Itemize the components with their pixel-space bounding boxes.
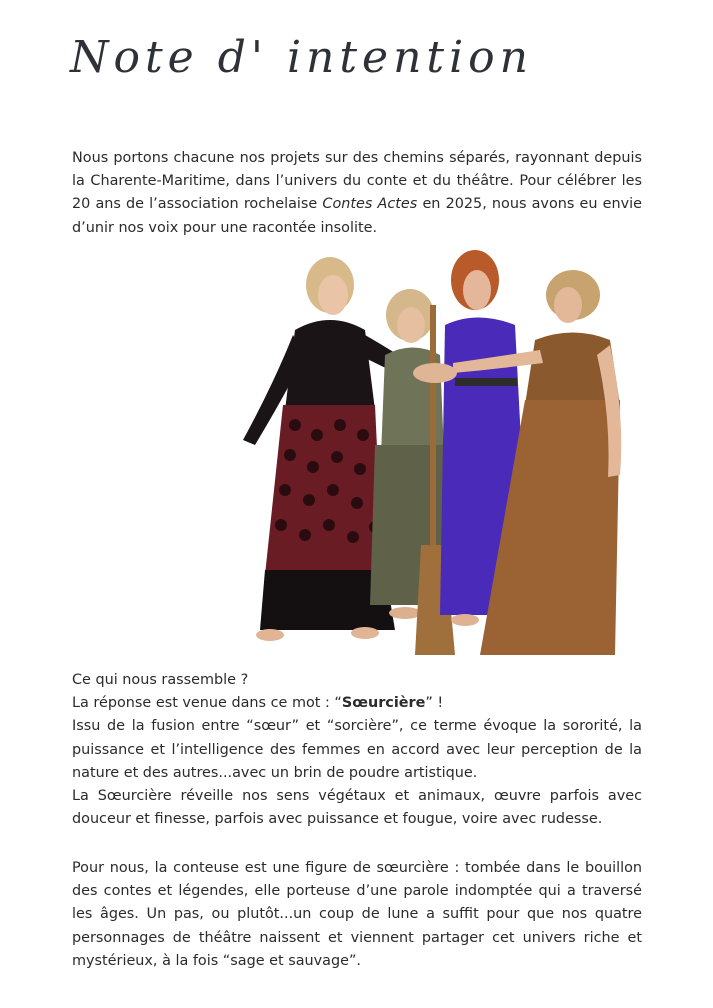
intro-text-part2: en 2025, nous avons eu envie d’unir nos voix pour une racontée insolite. xyxy=(72,196,642,236)
intro-paragraph xyxy=(72,147,642,240)
fusion-text: Issu de la fusion entre “sœur” et “sorcière”, ce terme évoque la sororité, la puissance et l’intelligence des femmes en accord avec leur perception de la nature et des autres...avec un brin de poudre artistique. xyxy=(72,718,642,781)
rassemble-section xyxy=(72,669,642,831)
answer-prefix: La réponse est venue dans ce mot : “ xyxy=(72,695,342,712)
question-line: Ce qui nous rassemble ? xyxy=(72,672,249,688)
association-name: Contes Actes xyxy=(322,196,418,213)
conteuse-paragraph: Pour nous, la conteuse est une figure de sœurcière : tombée dans le bouillon des contes et légendes, elle porteuse d’une parole indomptée qui a traversé les âges. Un pas, ou plutôt...un coup de lune a suffit pour que nos quatre personnages de théâtre naissent et viennent partager cet univers riche et mystérieux, à la fois “sage et sauvage”. xyxy=(72,860,642,969)
intro-text-part1: Nous portons chacune nos projets sur des chemins séparés, rayonnant depuis la Charente-Maritime, dans l’univers du conte et du théâtre. Pour célébrer les 20 ans de l’association rochelaise xyxy=(72,150,642,213)
answer-suffix: ” ! xyxy=(425,695,444,712)
page-title: Note d' intention xyxy=(70,32,533,83)
four-women-costume-photo xyxy=(225,245,635,660)
keyword-soeurciere: Sœurcière xyxy=(341,695,426,712)
reveil-text: La Sœurcière réveille nos sens végétaux et animaux, œuvre parfois avec douceur et finesse, parfois avec puissance et fougue, voire avec rudesse. xyxy=(72,788,642,828)
joined-hands xyxy=(413,363,457,383)
answer-line xyxy=(72,692,642,715)
